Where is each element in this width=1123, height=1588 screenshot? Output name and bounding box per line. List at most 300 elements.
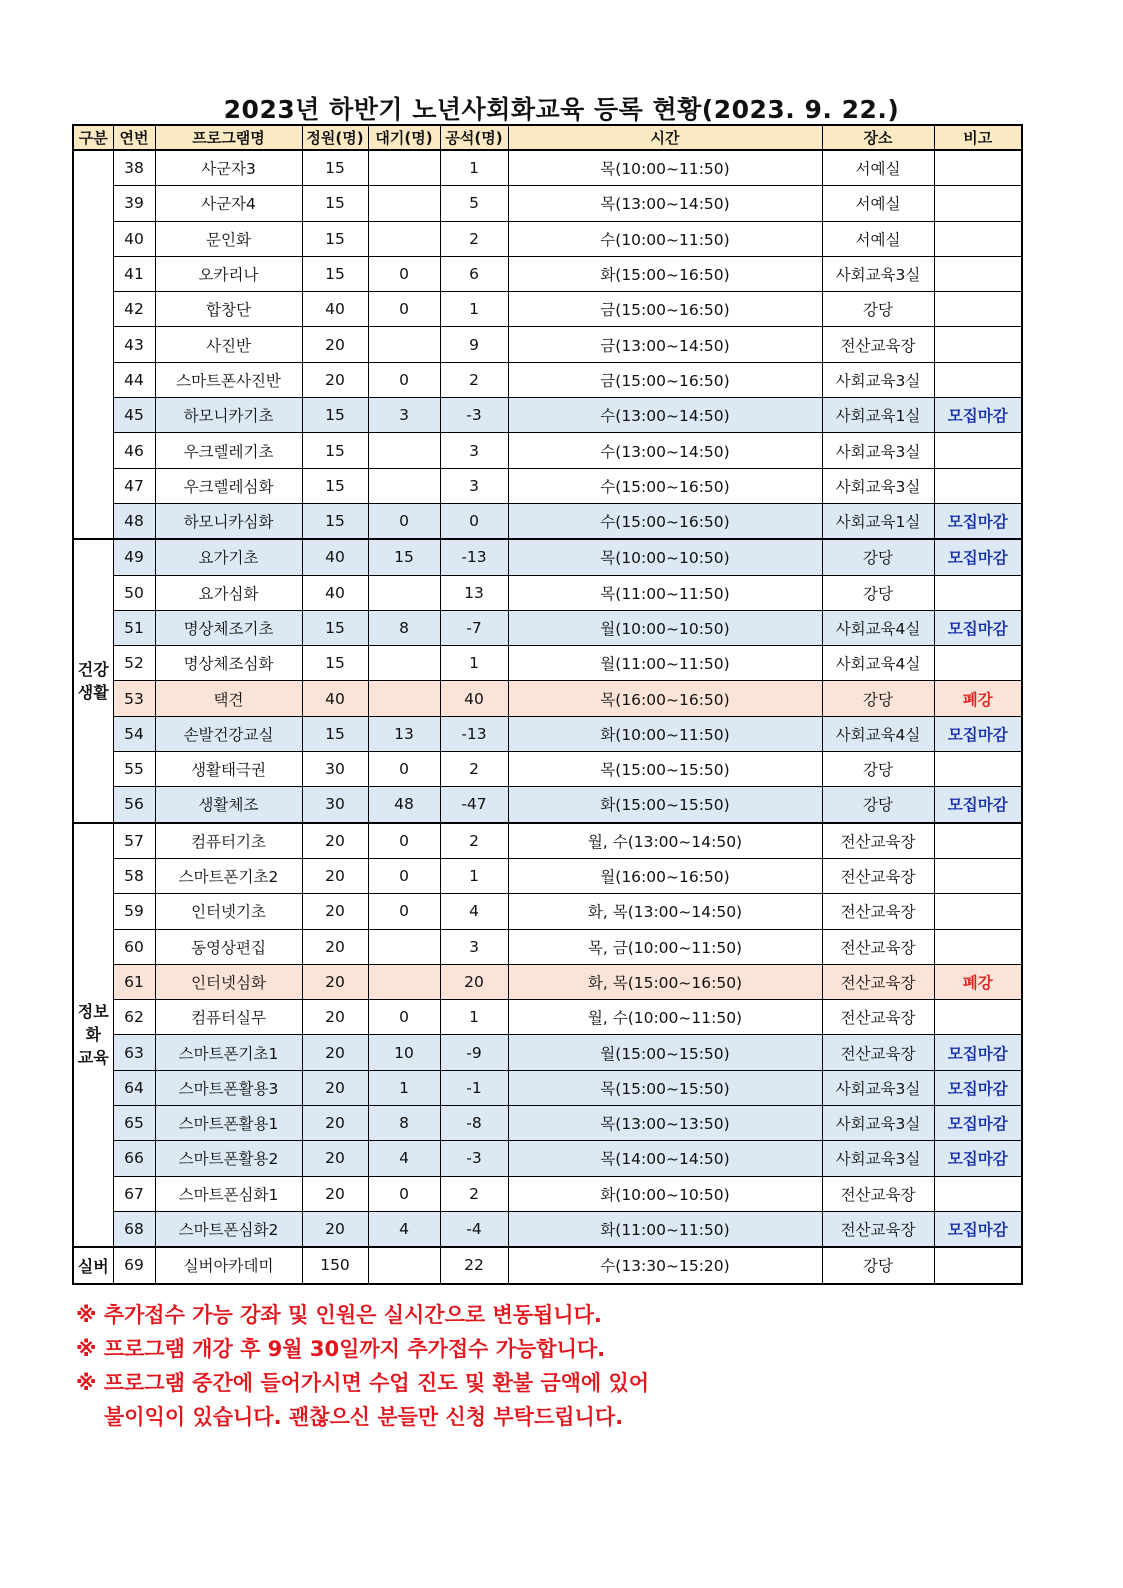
capacity-cell: 20 <box>302 362 368 397</box>
waiting-cell <box>368 327 440 362</box>
time-cell: 목(14:00~14:50) <box>508 1141 822 1176</box>
place-cell: 전산교육장 <box>822 964 934 999</box>
vacancy-cell: 2 <box>440 1176 508 1211</box>
note-cell <box>934 823 1022 859</box>
time-cell: 수(13:30~15:20) <box>508 1247 822 1283</box>
table-row <box>73 646 1022 681</box>
waiting-cell <box>368 681 440 716</box>
program-name-cell: 컴퓨터기초 <box>155 823 302 859</box>
note-cell: 모집마감 <box>934 1035 1022 1070</box>
capacity-cell: 15 <box>302 221 368 256</box>
program-name-cell: 스마트폰기초1 <box>155 1035 302 1070</box>
note-cell: 모집마감 <box>934 1070 1022 1105</box>
place-cell: 사회교육3실 <box>822 1141 934 1176</box>
vacancy-cell: -3 <box>440 1141 508 1176</box>
table-row <box>73 1141 1022 1176</box>
place-cell: 강당 <box>822 752 934 787</box>
note-cell: 모집마감 <box>934 716 1022 751</box>
program-name-cell: 명상체조기초 <box>155 610 302 645</box>
vacancy-cell: 0 <box>440 503 508 539</box>
capacity-cell: 15 <box>302 646 368 681</box>
time-cell: 월(16:00~16:50) <box>508 858 822 893</box>
vacancy-cell: 4 <box>440 894 508 929</box>
note-cell <box>934 256 1022 291</box>
waiting-cell: 15 <box>368 539 440 575</box>
capacity-cell: 15 <box>302 468 368 503</box>
time-cell: 화(10:00~10:50) <box>508 1176 822 1211</box>
table-row <box>73 1176 1022 1211</box>
program-name-cell: 손발건강교실 <box>155 716 302 751</box>
number-cell: 41 <box>113 256 155 291</box>
waiting-cell: 0 <box>368 1176 440 1211</box>
place-cell: 전산교육장 <box>822 929 934 964</box>
waiting-cell <box>368 150 440 186</box>
place-cell: 사회교육3실 <box>822 468 934 503</box>
vacancy-cell: 40 <box>440 681 508 716</box>
table-row <box>73 1106 1022 1141</box>
table-row <box>73 398 1022 433</box>
place-cell: 사회교육4실 <box>822 716 934 751</box>
notice-line: ※ 프로그램 중간에 들어가시면 수업 진도 및 환불 금액에 있어 <box>76 1371 650 1395</box>
notice-line: 불이익이 있습니다. 괜찮으신 분들만 신청 부탁드립니다. <box>104 1405 624 1429</box>
table-row <box>73 221 1022 256</box>
time-cell: 화, 목(15:00~16:50) <box>508 964 822 999</box>
vacancy-cell: -4 <box>440 1211 508 1247</box>
program-name-cell: 스마트폰사진반 <box>155 362 302 397</box>
note-cell <box>934 150 1022 186</box>
table-row <box>73 858 1022 893</box>
vacancy-cell: 22 <box>440 1247 508 1283</box>
vacancy-cell: 2 <box>440 221 508 256</box>
time-cell: 화(15:00~15:50) <box>508 787 822 823</box>
program-name-cell: 문인화 <box>155 221 302 256</box>
capacity-cell: 20 <box>302 1106 368 1141</box>
note-cell: 폐강 <box>934 681 1022 716</box>
note-cell <box>934 752 1022 787</box>
note-cell <box>934 433 1022 468</box>
table-row <box>73 292 1022 327</box>
table-row <box>73 894 1022 929</box>
vacancy-cell: -1 <box>440 1070 508 1105</box>
capacity-cell: 20 <box>302 1176 368 1211</box>
time-cell: 목(10:00~10:50) <box>508 539 822 575</box>
program-name-cell: 스마트폰활용1 <box>155 1106 302 1141</box>
table-header-row <box>73 125 1022 150</box>
program-name-cell: 인터넷심화 <box>155 964 302 999</box>
number-cell: 44 <box>113 362 155 397</box>
waiting-cell <box>368 1247 440 1283</box>
number-cell: 69 <box>113 1247 155 1283</box>
note-cell: 모집마감 <box>934 1211 1022 1247</box>
program-name-cell: 우크렐레기초 <box>155 433 302 468</box>
note-cell: 모집마감 <box>934 610 1022 645</box>
vacancy-cell: -47 <box>440 787 508 823</box>
place-cell: 전산교육장 <box>822 1000 934 1035</box>
time-cell: 목(16:00~16:50) <box>508 681 822 716</box>
category-cell: 정보 화 교육 <box>73 823 113 1248</box>
program-name-cell: 컴퓨터실무 <box>155 1000 302 1035</box>
place-cell: 전산교육장 <box>822 1211 934 1247</box>
note-cell: 모집마감 <box>934 398 1022 433</box>
program-name-cell: 사군자3 <box>155 150 302 186</box>
capacity-cell: 15 <box>302 433 368 468</box>
note-cell <box>934 1247 1022 1283</box>
page-title: 2023년 하반기 노년사회화교육 등록 현황(2023. 9. 22.) <box>223 95 900 124</box>
waiting-cell: 0 <box>368 292 440 327</box>
vacancy-cell: 2 <box>440 362 508 397</box>
capacity-cell: 15 <box>302 186 368 221</box>
number-cell: 61 <box>113 964 155 999</box>
time-cell: 수(13:00~14:50) <box>508 398 822 433</box>
number-cell: 42 <box>113 292 155 327</box>
waiting-cell: 1 <box>368 1070 440 1105</box>
waiting-cell: 0 <box>368 894 440 929</box>
number-cell: 50 <box>113 575 155 610</box>
table-row <box>73 327 1022 362</box>
place-cell: 전산교육장 <box>822 1035 934 1070</box>
time-cell: 목(13:00~13:50) <box>508 1106 822 1141</box>
waiting-cell <box>368 468 440 503</box>
table-row <box>73 433 1022 468</box>
time-cell: 월(11:00~11:50) <box>508 646 822 681</box>
number-cell: 38 <box>113 150 155 186</box>
vacancy-cell: 2 <box>440 752 508 787</box>
time-cell: 목(13:00~14:50) <box>508 186 822 221</box>
waiting-cell <box>368 433 440 468</box>
table-row <box>73 681 1022 716</box>
table-row <box>73 1035 1022 1070</box>
header-vacancy: 공석(명) <box>440 125 508 150</box>
vacancy-cell: 20 <box>440 964 508 999</box>
time-cell: 수(10:00~11:50) <box>508 221 822 256</box>
program-name-cell: 요가심화 <box>155 575 302 610</box>
time-cell: 월, 수(13:00~14:50) <box>508 823 822 859</box>
note-cell: 모집마감 <box>934 1106 1022 1141</box>
place-cell: 사회교육3실 <box>822 362 934 397</box>
table-body <box>73 150 1022 1284</box>
program-name-cell: 스마트폰활용2 <box>155 1141 302 1176</box>
waiting-cell: 0 <box>368 256 440 291</box>
time-cell: 화(10:00~11:50) <box>508 716 822 751</box>
place-cell: 전산교육장 <box>822 858 934 893</box>
number-cell: 59 <box>113 894 155 929</box>
waiting-cell <box>368 575 440 610</box>
table-row <box>73 716 1022 751</box>
time-cell: 수(15:00~16:50) <box>508 468 822 503</box>
place-cell: 전산교육장 <box>822 894 934 929</box>
vacancy-cell: -8 <box>440 1106 508 1141</box>
capacity-cell: 20 <box>302 894 368 929</box>
waiting-cell <box>368 929 440 964</box>
number-cell: 46 <box>113 433 155 468</box>
time-cell: 목(15:00~15:50) <box>508 1070 822 1105</box>
time-cell: 월, 수(10:00~11:50) <box>508 1000 822 1035</box>
number-cell: 56 <box>113 787 155 823</box>
place-cell: 서예실 <box>822 186 934 221</box>
capacity-cell: 20 <box>302 1141 368 1176</box>
note-cell <box>934 186 1022 221</box>
place-cell: 강당 <box>822 1247 934 1283</box>
program-name-cell: 실버아카데미 <box>155 1247 302 1283</box>
program-name-cell: 스마트폰심화1 <box>155 1176 302 1211</box>
number-cell: 64 <box>113 1070 155 1105</box>
capacity-cell: 20 <box>302 327 368 362</box>
time-cell: 수(13:00~14:50) <box>508 433 822 468</box>
waiting-cell <box>368 964 440 999</box>
number-cell: 48 <box>113 503 155 539</box>
notice-line: ※ 프로그램 개강 후 9월 30일까지 추가접수 가능합니다. <box>76 1337 606 1361</box>
note-cell: 모집마감 <box>934 787 1022 823</box>
waiting-cell: 0 <box>368 1000 440 1035</box>
note-cell <box>934 292 1022 327</box>
table-row <box>73 823 1022 859</box>
vacancy-cell: 3 <box>440 929 508 964</box>
note-cell: 모집마감 <box>934 503 1022 539</box>
table-row <box>73 964 1022 999</box>
note-cell: 모집마감 <box>934 539 1022 575</box>
program-name-cell: 인터넷기초 <box>155 894 302 929</box>
program-name-cell: 명상체조심화 <box>155 646 302 681</box>
vacancy-cell: 1 <box>440 858 508 893</box>
place-cell: 사회교육3실 <box>822 256 934 291</box>
header-waiting: 대기(명) <box>368 125 440 150</box>
program-name-cell: 우크렐레심화 <box>155 468 302 503</box>
capacity-cell: 20 <box>302 1211 368 1247</box>
note-cell <box>934 327 1022 362</box>
table-row <box>73 1211 1022 1247</box>
vacancy-cell: -13 <box>440 539 508 575</box>
time-cell: 화(15:00~16:50) <box>508 256 822 291</box>
table-row <box>73 929 1022 964</box>
header-number: 연번 <box>113 125 155 150</box>
table-row <box>73 503 1022 539</box>
waiting-cell: 0 <box>368 503 440 539</box>
program-name-cell: 사진반 <box>155 327 302 362</box>
place-cell: 강당 <box>822 681 934 716</box>
place-cell: 강당 <box>822 787 934 823</box>
waiting-cell: 48 <box>368 787 440 823</box>
note-cell <box>934 929 1022 964</box>
time-cell: 금(15:00~16:50) <box>508 292 822 327</box>
waiting-cell: 4 <box>368 1211 440 1247</box>
capacity-cell: 30 <box>302 752 368 787</box>
table-row <box>73 1247 1022 1283</box>
notice-line: ※ 추가접수 가능 강좌 및 인원은 실시간으로 변동됩니다. <box>76 1303 602 1327</box>
program-name-cell: 생활태극권 <box>155 752 302 787</box>
number-cell: 51 <box>113 610 155 645</box>
number-cell: 57 <box>113 823 155 859</box>
place-cell: 전산교육장 <box>822 823 934 859</box>
time-cell: 화(11:00~11:50) <box>508 1211 822 1247</box>
number-cell: 39 <box>113 186 155 221</box>
table-row <box>73 752 1022 787</box>
capacity-cell: 150 <box>302 1247 368 1283</box>
vacancy-cell: -7 <box>440 610 508 645</box>
number-cell: 40 <box>113 221 155 256</box>
waiting-cell: 8 <box>368 610 440 645</box>
place-cell: 사회교육3실 <box>822 433 934 468</box>
capacity-cell: 20 <box>302 929 368 964</box>
number-cell: 43 <box>113 327 155 362</box>
capacity-cell: 40 <box>302 539 368 575</box>
vacancy-cell: 3 <box>440 433 508 468</box>
time-cell: 금(13:00~14:50) <box>508 327 822 362</box>
note-cell <box>934 221 1022 256</box>
capacity-cell: 20 <box>302 823 368 859</box>
place-cell: 사회교육4실 <box>822 610 934 645</box>
number-cell: 54 <box>113 716 155 751</box>
capacity-cell: 30 <box>302 787 368 823</box>
time-cell: 목(10:00~11:50) <box>508 150 822 186</box>
table-row <box>73 468 1022 503</box>
time-cell: 월(10:00~10:50) <box>508 610 822 645</box>
vacancy-cell: 5 <box>440 186 508 221</box>
program-name-cell: 합창단 <box>155 292 302 327</box>
program-name-cell: 택견 <box>155 681 302 716</box>
program-name-cell: 요가기초 <box>155 539 302 575</box>
notice-block <box>76 1298 1056 1434</box>
registration-table <box>72 124 1023 1285</box>
note-cell <box>934 1000 1022 1035</box>
capacity-cell: 20 <box>302 964 368 999</box>
vacancy-cell: 6 <box>440 256 508 291</box>
table-row <box>73 575 1022 610</box>
capacity-cell: 20 <box>302 858 368 893</box>
note-cell <box>934 646 1022 681</box>
vacancy-cell: 2 <box>440 823 508 859</box>
capacity-cell: 20 <box>302 1035 368 1070</box>
category-cell: 건강 생활 <box>73 539 113 822</box>
place-cell: 강당 <box>822 292 934 327</box>
waiting-cell <box>368 646 440 681</box>
note-cell <box>934 1176 1022 1211</box>
capacity-cell: 15 <box>302 398 368 433</box>
program-name-cell: 사군자4 <box>155 186 302 221</box>
number-cell: 49 <box>113 539 155 575</box>
capacity-cell: 15 <box>302 503 368 539</box>
waiting-cell <box>368 221 440 256</box>
header-time: 시간 <box>508 125 822 150</box>
number-cell: 60 <box>113 929 155 964</box>
vacancy-cell: 13 <box>440 575 508 610</box>
waiting-cell: 10 <box>368 1035 440 1070</box>
capacity-cell: 40 <box>302 681 368 716</box>
header-place: 장소 <box>822 125 934 150</box>
note-cell: 폐강 <box>934 964 1022 999</box>
number-cell: 47 <box>113 468 155 503</box>
program-name-cell: 스마트폰심화2 <box>155 1211 302 1247</box>
vacancy-cell: 1 <box>440 292 508 327</box>
place-cell: 사회교육4실 <box>822 646 934 681</box>
place-cell: 사회교육1실 <box>822 503 934 539</box>
vacancy-cell: -13 <box>440 716 508 751</box>
program-name-cell: 스마트폰활용3 <box>155 1070 302 1105</box>
place-cell: 사회교육3실 <box>822 1106 934 1141</box>
number-cell: 68 <box>113 1211 155 1247</box>
note-cell <box>934 468 1022 503</box>
table-row <box>73 1070 1022 1105</box>
number-cell: 45 <box>113 398 155 433</box>
note-cell: 모집마감 <box>934 1141 1022 1176</box>
table-row <box>73 1000 1022 1035</box>
capacity-cell: 15 <box>302 150 368 186</box>
category-cell: 실버 <box>73 1247 113 1283</box>
category-cell <box>73 150 113 539</box>
vacancy-cell: 1 <box>440 646 508 681</box>
header-category: 구분 <box>73 125 113 150</box>
program-name-cell: 하모니카기초 <box>155 398 302 433</box>
place-cell: 전산교육장 <box>822 1176 934 1211</box>
table-row <box>73 150 1022 186</box>
table-row <box>73 539 1022 575</box>
number-cell: 65 <box>113 1106 155 1141</box>
number-cell: 67 <box>113 1176 155 1211</box>
time-cell: 목(11:00~11:50) <box>508 575 822 610</box>
number-cell: 53 <box>113 681 155 716</box>
capacity-cell: 15 <box>302 610 368 645</box>
header-note: 비고 <box>934 125 1022 150</box>
program-name-cell: 생활체조 <box>155 787 302 823</box>
place-cell: 전산교육장 <box>822 327 934 362</box>
waiting-cell: 13 <box>368 716 440 751</box>
waiting-cell: 0 <box>368 752 440 787</box>
time-cell: 목, 금(10:00~11:50) <box>508 929 822 964</box>
capacity-cell: 15 <box>302 256 368 291</box>
waiting-cell: 3 <box>368 398 440 433</box>
table-row <box>73 362 1022 397</box>
vacancy-cell: 1 <box>440 1000 508 1035</box>
program-name-cell: 하모니카심화 <box>155 503 302 539</box>
place-cell: 서예실 <box>822 150 934 186</box>
note-cell <box>934 362 1022 397</box>
time-cell: 금(15:00~16:50) <box>508 362 822 397</box>
capacity-cell: 15 <box>302 716 368 751</box>
number-cell: 62 <box>113 1000 155 1035</box>
place-cell: 서예실 <box>822 221 934 256</box>
place-cell: 강당 <box>822 539 934 575</box>
number-cell: 66 <box>113 1141 155 1176</box>
waiting-cell <box>368 186 440 221</box>
place-cell: 사회교육3실 <box>822 1070 934 1105</box>
header-program: 프로그램명 <box>155 125 302 150</box>
vacancy-cell: 3 <box>440 468 508 503</box>
capacity-cell: 20 <box>302 1070 368 1105</box>
table-row <box>73 787 1022 823</box>
table-row <box>73 256 1022 291</box>
capacity-cell: 20 <box>302 1000 368 1035</box>
number-cell: 55 <box>113 752 155 787</box>
table-row <box>73 186 1022 221</box>
vacancy-cell: 1 <box>440 150 508 186</box>
program-name-cell: 스마트폰기초2 <box>155 858 302 893</box>
vacancy-cell: -9 <box>440 1035 508 1070</box>
note-cell <box>934 894 1022 929</box>
number-cell: 52 <box>113 646 155 681</box>
capacity-cell: 40 <box>302 575 368 610</box>
header-capacity: 정원(명) <box>302 125 368 150</box>
number-cell: 58 <box>113 858 155 893</box>
program-name-cell: 오카리나 <box>155 256 302 291</box>
vacancy-cell: -3 <box>440 398 508 433</box>
capacity-cell: 40 <box>302 292 368 327</box>
note-cell <box>934 858 1022 893</box>
waiting-cell: 0 <box>368 858 440 893</box>
program-name-cell: 동영상편집 <box>155 929 302 964</box>
waiting-cell: 4 <box>368 1141 440 1176</box>
time-cell: 수(15:00~16:50) <box>508 503 822 539</box>
waiting-cell: 0 <box>368 823 440 859</box>
place-cell: 사회교육1실 <box>822 398 934 433</box>
